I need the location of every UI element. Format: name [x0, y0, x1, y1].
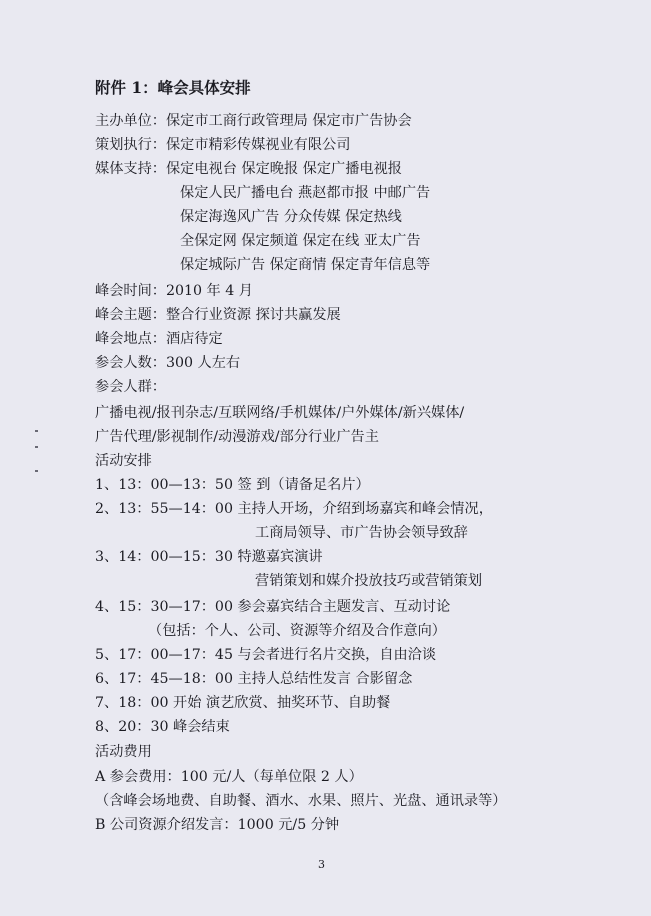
- scan-speck: [35, 430, 38, 432]
- media-line-3: 全保定网 保定频道 保定在线 亚太广告: [180, 233, 421, 249]
- schedule-item-4-cont: （包括：个人、公司、资源等介绍及合作意向）: [148, 623, 446, 639]
- schedule-item-5: 5、17：00—17：45 与会者进行名片交换，自由洽谈: [95, 647, 437, 663]
- fee-line-a-detail: （含峰会场地费、自助餐、酒水、水果、照片、光盘、通讯录等）: [95, 793, 507, 809]
- schedule-label: 活动安排: [95, 453, 152, 469]
- fee-line-a: A 参会费用：100 元/人（每单位限 2 人）: [95, 769, 363, 785]
- media-line-2: 保定海逸风广告 分众传媒 保定热线: [180, 209, 402, 225]
- schedule-item-1: 1、13：00—13：50 签 到（请备足名片）: [95, 477, 370, 493]
- document-title: 附件 1：峰会具体安排: [95, 78, 251, 97]
- media-line-1: 保定人民广播电台 燕赵都市报 中邮广告: [180, 185, 431, 201]
- fee-line-b: B 公司资源介绍发言：1000 元/5 分钟: [95, 817, 340, 833]
- schedule-item-2: 2、13：55—14：00 主持人开场，介绍到场嘉宾和峰会情况，: [95, 501, 493, 517]
- scan-speck: [35, 446, 38, 448]
- audience-line-2: 广告代理/影视制作/动漫游戏/部分行业广告主: [95, 429, 379, 445]
- summit-venue: 峰会地点：酒店待定: [95, 331, 223, 347]
- schedule-item-7: 7、18：00 开始 演艺欣赏、抽奖环节、自助餐: [95, 695, 391, 711]
- schedule-item-2-cont: 工商局领导、市广告协会领导致辞: [255, 525, 468, 541]
- audience-line-1: 广播电视/报刊杂志/互联网络/手机媒体/户外媒体/新兴媒体/: [95, 405, 465, 421]
- summit-attendees: 参会人数：300 人左右: [95, 355, 241, 371]
- scan-speck: [35, 470, 38, 472]
- page-number: 3: [318, 858, 325, 871]
- schedule-item-6: 6、17：45—18：00 主持人总结性发言 合影留念: [95, 671, 413, 687]
- media-line-4: 保定城际广告 保定商情 保定青年信息等: [180, 257, 431, 273]
- organizer-line: 主办单位：保定市工商行政管理局 保定市广告协会: [95, 113, 412, 129]
- schedule-item-4: 4、15：30—17：00 参会嘉宾结合主题发言、互动讨论: [95, 599, 451, 615]
- audience-label: 参会人群：: [95, 379, 166, 395]
- schedule-item-8: 8、20：30 峰会结束: [95, 719, 230, 735]
- schedule-item-3-cont: 营销策划和媒介投放技巧或营销策划: [255, 573, 483, 589]
- media-support-line: 媒体支持：保定电视台 保定晚报 保定广播电视报: [95, 161, 402, 177]
- planner-line: 策划执行：保定市精彩传媒视业有限公司: [95, 137, 351, 153]
- schedule-item-3: 3、14：00—15：30 特邀嘉宾演讲: [95, 549, 323, 565]
- fee-label: 活动费用: [95, 744, 152, 760]
- summit-time: 峰会时间：2010 年 4 月: [95, 283, 253, 299]
- summit-theme: 峰会主题：整合行业资源 探讨共赢发展: [95, 307, 341, 323]
